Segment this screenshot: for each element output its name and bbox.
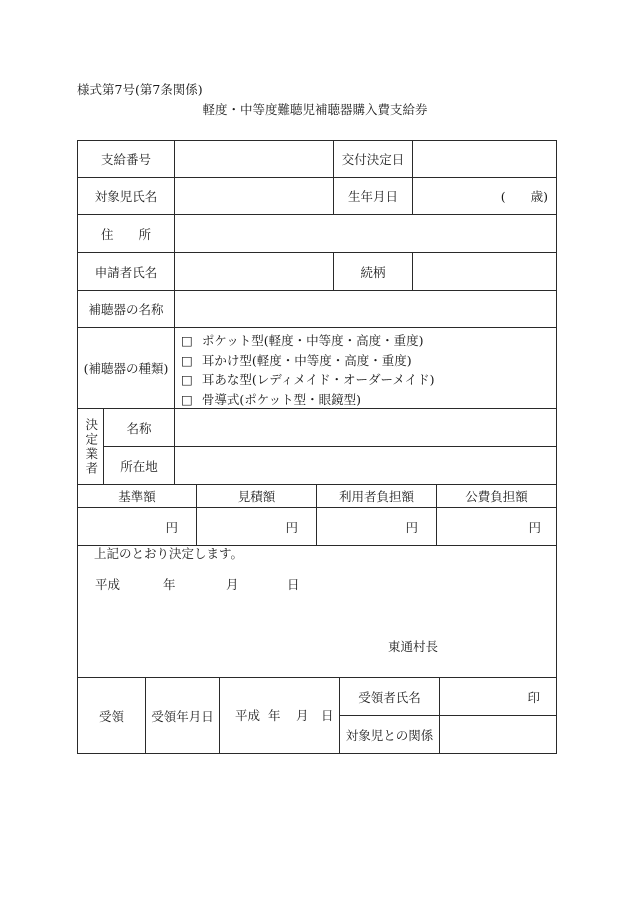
payment-number-label-cell (78, 141, 175, 178)
child-relationship-label-cell (340, 716, 440, 754)
vendor-name-field (175, 409, 557, 447)
vendor-location-label-cell (104, 447, 175, 485)
decision-date-field (413, 141, 557, 178)
receipt-label: 受領 (98, 708, 124, 724)
child-name-label: 対象児氏名 (94, 189, 158, 204)
receipt-year-unit: 年 (268, 708, 281, 723)
public-share-field (437, 508, 557, 546)
vendor-group-label-cell (78, 409, 104, 485)
yen-unit: 円 (528, 519, 541, 535)
child-relationship-label: 対象児との関係 (345, 727, 434, 743)
address-field (175, 215, 557, 253)
applicant-name-field (175, 253, 334, 291)
address-label: 住 所 (100, 226, 151, 242)
decision-year-unit: 年 (163, 577, 176, 592)
recipient-name-label: 受領者氏名 (358, 689, 421, 705)
device-type-label-cell (78, 328, 175, 409)
receipt-era: 平成 (235, 708, 261, 723)
form-number: 様式第7号(第7条関係) (77, 82, 203, 97)
age-text: ( 歳) (500, 189, 548, 204)
relationship-label-cell (334, 253, 413, 291)
relationship-field (413, 253, 557, 291)
amount-header (317, 485, 437, 508)
decision-statement: 上記のとおり決定します。 (94, 546, 244, 561)
issuer: 東通村長 (388, 639, 439, 654)
checkbox-icon: □ (181, 372, 193, 387)
decision-day-unit: 日 (287, 577, 300, 592)
option-label: 耳あな型(レディメイド・オーダーメイド) (201, 372, 435, 387)
checkbox-icon: □ (181, 352, 193, 368)
child-relationship-field (440, 716, 557, 754)
device-type-option (181, 370, 556, 390)
decision-section (78, 546, 557, 678)
decision-date-label: 交付決定日 (341, 152, 405, 167)
user-share-field (317, 508, 437, 546)
checkbox-icon: □ (181, 391, 193, 407)
child-name-label-cell (78, 178, 175, 215)
yen-unit: 円 (165, 519, 178, 535)
device-type-options (175, 328, 557, 409)
vendor-group-label: 決定業者 (83, 417, 99, 476)
standard-amount-field (78, 508, 197, 546)
device-type-option (181, 351, 556, 371)
amount-header (197, 485, 317, 508)
payment-number-field (175, 141, 334, 178)
vendor-name-label-cell (104, 409, 175, 447)
recipient-name-label-cell (340, 678, 440, 716)
receipt-date-label: 受領年月日 (151, 708, 214, 724)
user-share-header: 利用者負担額 (338, 489, 414, 504)
birth-date-label-cell (334, 178, 413, 215)
standard-amount-header: 基準額 (118, 489, 156, 504)
public-share-header: 公費負担額 (465, 489, 528, 504)
option-label: 骨導式(ポケット型・眼鏡型) (201, 391, 361, 407)
applicant-name-label: 申請者氏名 (94, 264, 158, 280)
device-name-field (175, 291, 557, 328)
device-type-label: (補聴器の種類) (83, 361, 169, 376)
vendor-location-field (175, 447, 557, 485)
recipient-name-field (440, 678, 557, 716)
applicant-name-label-cell (78, 253, 175, 291)
yen-unit: 円 (285, 519, 298, 535)
receipt-date-label-cell (146, 678, 220, 754)
estimate-amount-header: 見積額 (237, 489, 276, 504)
device-name-label: 補聴器の名称 (88, 302, 164, 317)
decision-month-unit: 月 (226, 577, 239, 592)
receipt-month-unit: 月 (296, 708, 309, 723)
receipt-date-field (220, 678, 340, 754)
estimate-amount-field (197, 508, 317, 546)
relationship-label: 続柄 (360, 264, 386, 280)
document-title: 軽度・中等度難聴児補聴器購入費支給券 (202, 102, 428, 117)
receipt-label-cell (78, 678, 146, 754)
option-label: ポケット型(軽度・中等度・高度・重度) (201, 333, 424, 348)
amount-header (78, 485, 197, 508)
receipt-day-unit: 日 (321, 708, 334, 723)
device-type-option (181, 390, 556, 410)
yen-unit: 円 (405, 519, 418, 535)
child-name-field (175, 178, 334, 215)
form-table (77, 140, 557, 754)
birth-date-field (413, 178, 557, 215)
decision-era: 平成 (95, 577, 121, 592)
birth-date-label: 生年月日 (347, 189, 398, 204)
option-label: 耳かけ型(軽度・中等度・高度・重度) (201, 352, 412, 368)
vendor-name-label: 名称 (126, 420, 152, 436)
decision-date-label-cell (334, 141, 413, 178)
address-label-cell (78, 215, 175, 253)
vendor-location-label: 所在地 (120, 458, 158, 474)
payment-number-label: 支給番号 (100, 152, 151, 167)
seal-mark: 印 (527, 689, 540, 705)
checkbox-icon: □ (181, 333, 193, 348)
device-type-option (181, 331, 556, 351)
device-name-label-cell (78, 291, 175, 328)
amount-header (437, 485, 557, 508)
